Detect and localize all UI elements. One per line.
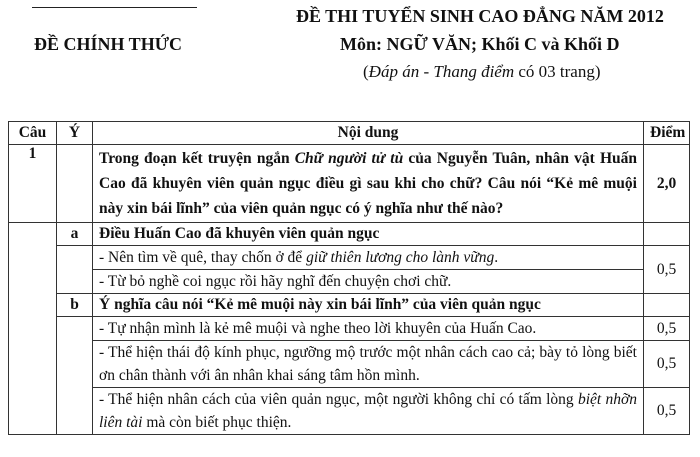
question-text: [93, 145, 644, 223]
question-score: 2,0: [644, 145, 690, 223]
part-a-item-2-text: - Từ bỏ nghề coi ngục rồi hãy nghĩ đến chuyện chơi chữ.: [93, 270, 644, 294]
story-title: Chữ người tử tù: [294, 150, 404, 167]
empty-score-cell: [644, 294, 690, 317]
empty-cau-cell: [9, 223, 57, 435]
answer-key-note: [363, 62, 601, 82]
note-rest: có 03 trang): [514, 62, 601, 81]
part-a-item-1: [9, 246, 690, 270]
part-b-item-3: [9, 388, 690, 435]
question-1-row: [9, 145, 690, 223]
part-a-item-1-a: - Nên tìm về quê, thay chốn ở để: [99, 249, 307, 266]
part-a-item-1-text: [93, 246, 644, 270]
part-b-item-2-text: - Thể hiện thái độ kính phục, ngưỡng mộ trước một nhân cách cao cả; bày tỏ lòng biết ơn chân thành với ân nhân khai sáng tâm hồn mình.: [93, 341, 644, 388]
header-rule: [32, 7, 197, 8]
empty-y-cell: [57, 246, 93, 294]
exam-title: ĐỀ THI TUYỂN SINH CAO ĐẲNG NĂM 2012: [296, 6, 664, 26]
question-text-b: của Nguyễn Tuân, nhân vật Huấn Cao đã khuyên viên quản ngục điều gì sau khi cho chữ? Câu nói “Kẻ mê muội này xin bái lĩnh” của viên quản ngục có ý nghĩa như thế nào?: [99, 150, 638, 217]
part-b-item-3-italic: biệt nhỡn liên tài: [99, 391, 638, 431]
header-y: Ý: [57, 122, 93, 145]
table-header-row: [9, 122, 690, 145]
question-number: 1: [9, 145, 57, 223]
empty-y-cell: [57, 317, 93, 435]
subject-line: Môn: NGỮ VĂN; Khối C và Khối D: [340, 34, 620, 54]
note-italic: Đáp án - Thang điểm: [368, 62, 515, 81]
official-label: ĐỀ CHÍNH THỨC: [34, 34, 183, 54]
part-b-score-3: 0,5: [644, 388, 690, 435]
part-b-item-1: [9, 317, 690, 341]
part-a-label: a: [57, 223, 93, 246]
part-a-score: 0,5: [644, 246, 690, 294]
note-open: (: [363, 62, 369, 81]
part-b-label: b: [57, 294, 93, 317]
part-b-item-2: [9, 341, 690, 388]
part-b-heading-row: [9, 294, 690, 317]
part-b-score-2: 0,5: [644, 341, 690, 388]
header-score: Điểm: [644, 122, 690, 145]
part-a-item-1-b: .: [494, 249, 499, 266]
part-a-item-2: [9, 270, 690, 294]
part-b-item-3-text: [93, 388, 644, 435]
part-b-item-3-a: - Thể hiện nhân cách của viên quản ngục, một người không chỉ có tấm lòng: [99, 391, 578, 408]
part-a-item-1-italic: giữ thiên lương cho lành vững: [306, 249, 495, 266]
part-b-item-3-b: mà còn biết phục thiện.: [142, 414, 292, 431]
empty-cell: [57, 145, 93, 223]
part-b-score-1: 0,5: [644, 317, 690, 341]
part-b-item-1-text: - Tự nhận mình là kẻ mê muội và nghe theo lời khuyên của Huấn Cao.: [93, 317, 644, 341]
answer-table: [8, 121, 690, 435]
part-b-heading: Ý nghĩa câu nói “Kẻ mê muội này xin bái lĩnh” của viên quản ngục: [93, 294, 644, 317]
question-text-a: Trong đoạn kết truyện ngắn: [99, 150, 295, 167]
part-a-heading-row: [9, 223, 690, 246]
part-a-heading: Điều Huấn Cao đã khuyên viên quản ngục: [93, 223, 644, 246]
header-content: Nội dung: [93, 122, 644, 145]
empty-score-cell: [644, 223, 690, 246]
header-cau: Câu: [9, 122, 57, 145]
